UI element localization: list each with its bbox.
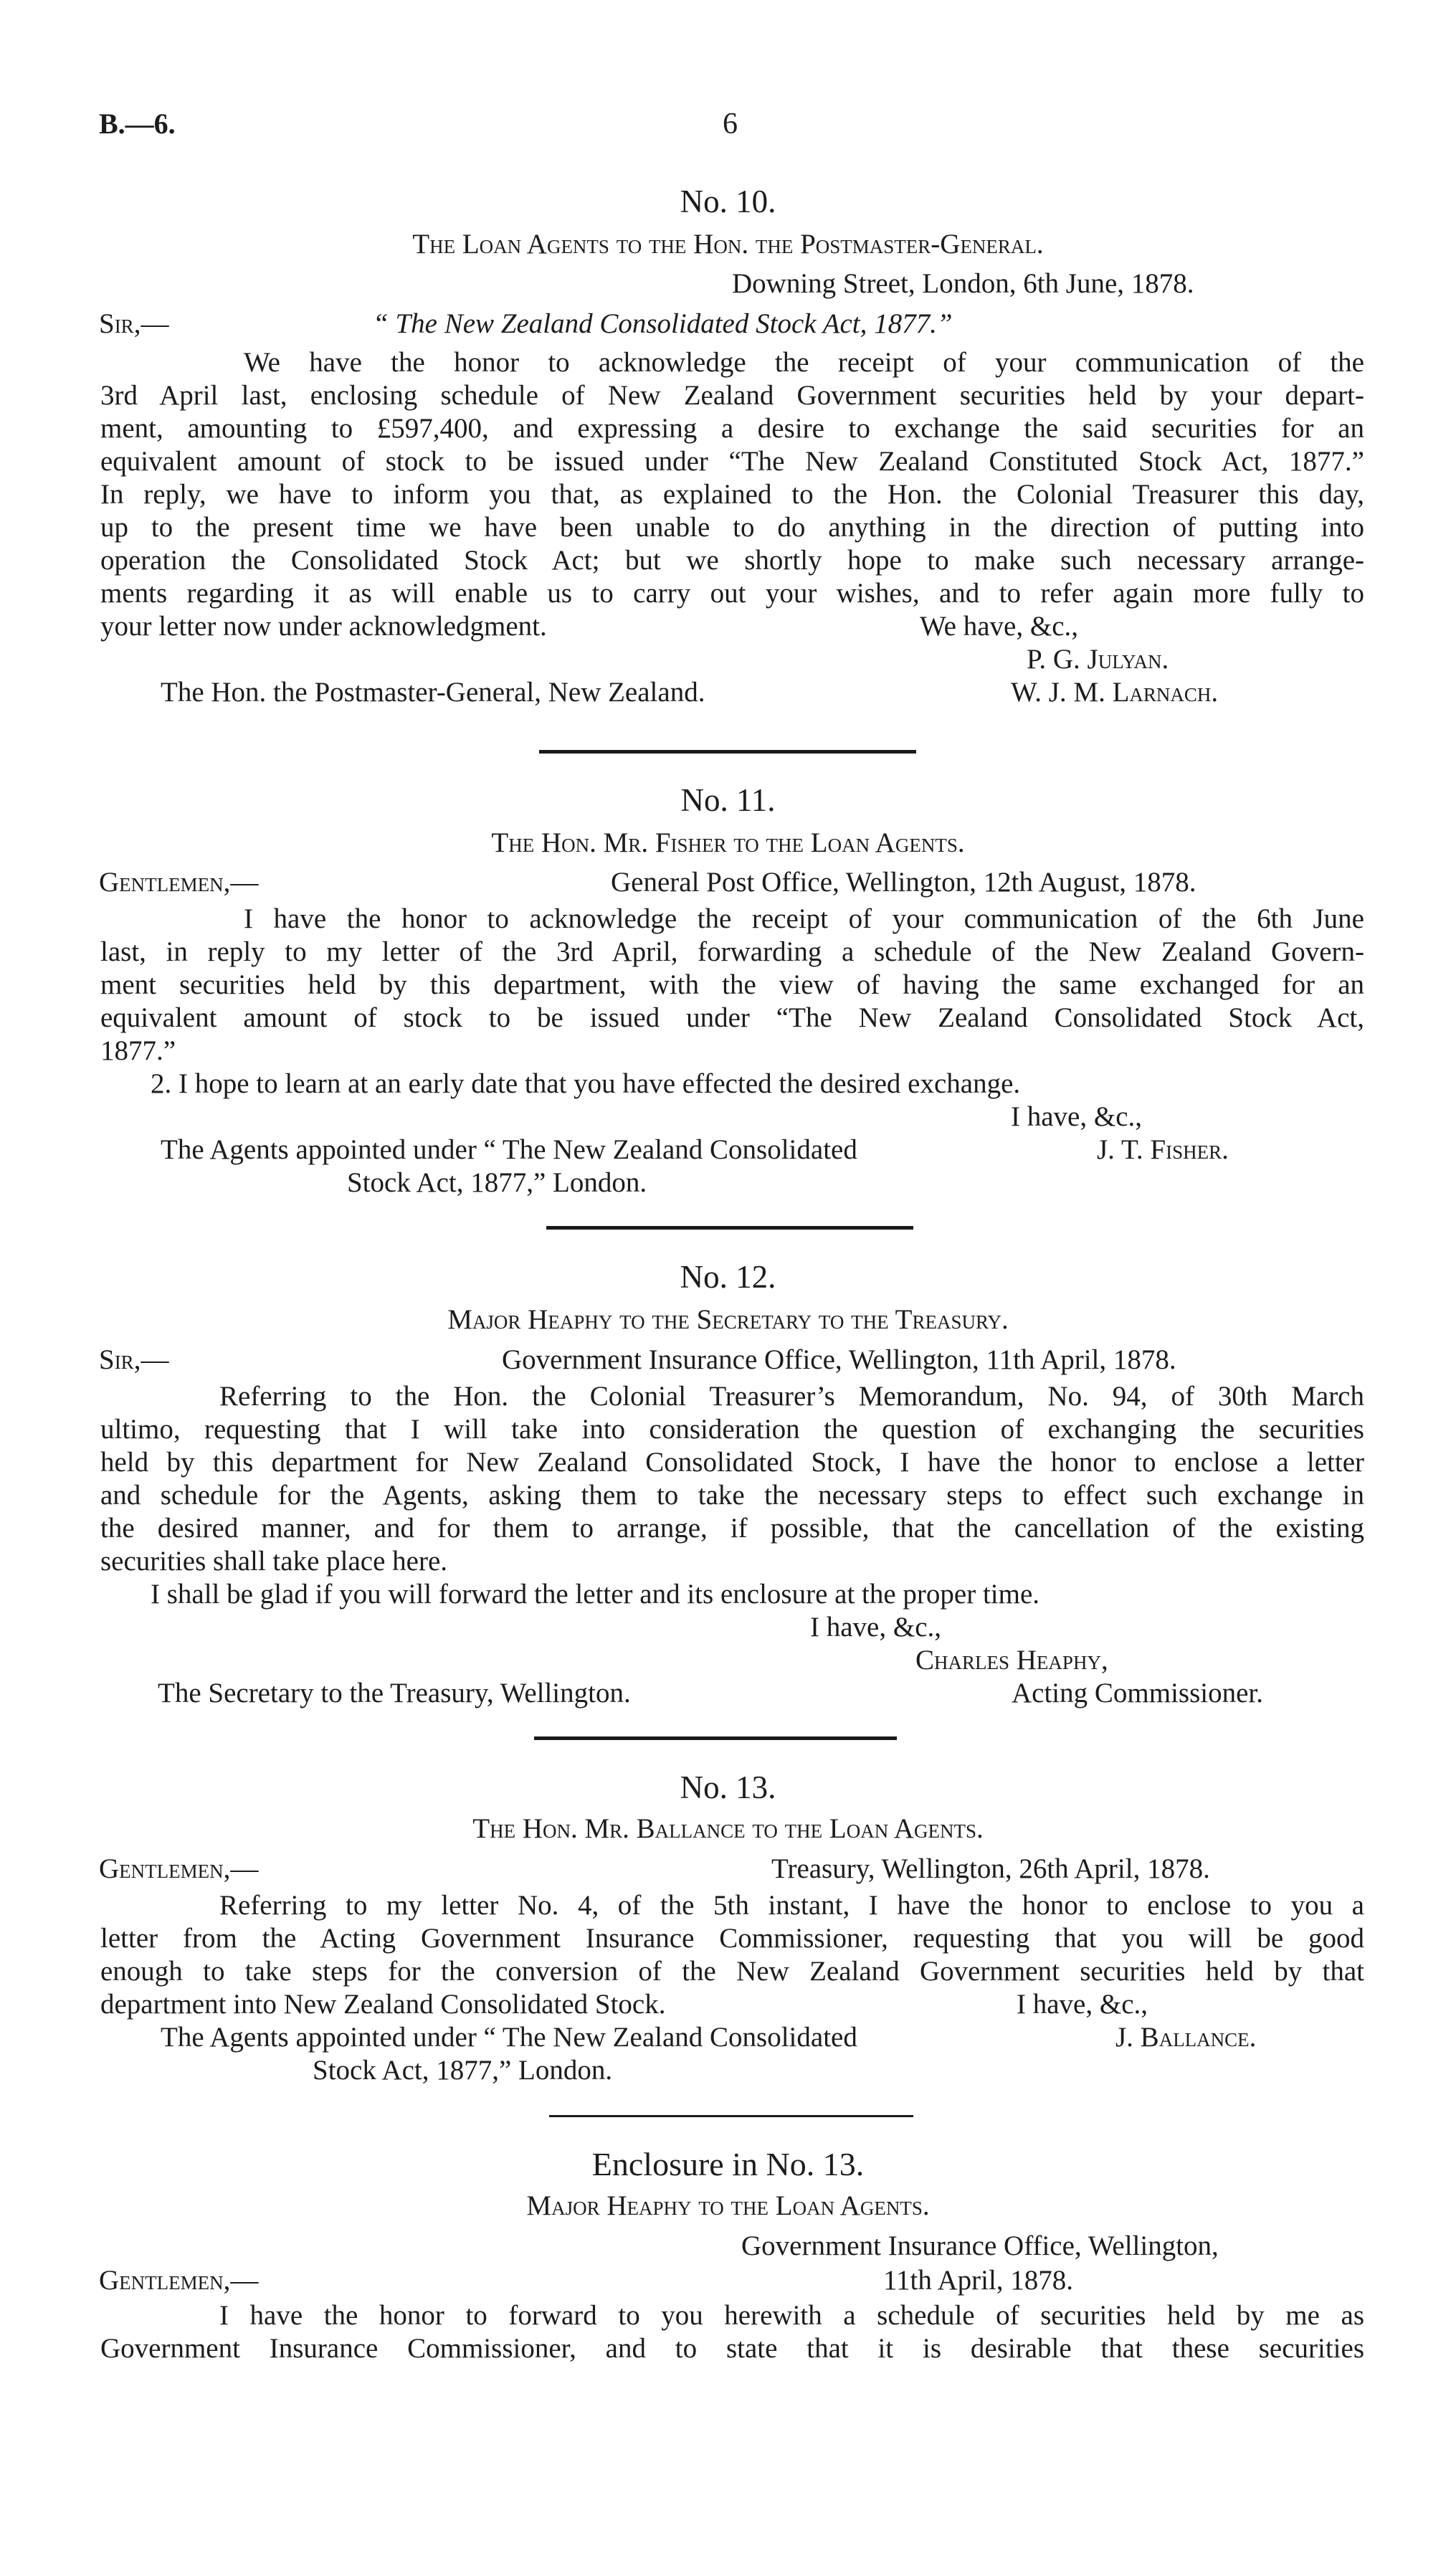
letter-signature: P. G. Julyan. [1027,644,1169,675]
body-line: enough to take steps for the conversion of the New Zealand Government securities held by that [100,1956,1364,1987]
body-line: I have the honor to acknowledge the receipt of your communication of the 6th June [244,903,1364,934]
letter-place-date: General Post Office, Wellington, 12th August, 1878. [611,867,1196,898]
letter-addressee: Stock Act, 1877,” London. [313,2055,613,2086]
enclosure-title: Enclosure in No. 13. [591,2146,865,2182]
section-divider [539,750,916,754]
body-line: We have the honor to acknowledge the receipt of your communication of the [244,347,1364,378]
body-line: I have the honor to forward to you herewith a schedule of securities held by me as [219,2300,1364,2331]
body-line: Referring to my letter No. 4, of the 5th instant, I have the honor to enclose to you a [219,1890,1364,1921]
body-line: ment securities held by this department, with the view of having the same exchanged for an [100,969,1364,1000]
letter-heading: The Loan Agents to the Hon. the Postmaster-General. [412,229,1044,260]
letter-number: No. 10. [680,184,776,219]
enclosure-place: Government Insurance Office, Wellington, [741,2230,1219,2261]
body-line: securities shall take place here. [100,1546,448,1577]
letter-heading: Major Heaphy to the Secretary to the Treasury. [447,1304,1009,1335]
letter-closing: I have, &c., [1017,1989,1148,2020]
body-line: I shall be glad if you will forward the letter and its enclosure at the proper time. [151,1579,1040,1610]
letter-number: No. 13. [680,1769,776,1805]
letter-heading: The Hon. Mr. Ballance to the Loan Agents. [472,1813,984,1844]
body-line: department into New Zealand Consolidated Stock. [100,1989,666,2020]
letter-closing: We have, &c., [920,611,1079,642]
letter-signature: J. Ballance. [1115,2022,1257,2053]
enclosure-date: 11th April, 1878. [883,2265,1074,2296]
body-line: letter from the Acting Government Insurance Commissioner, requesting that you will be good [100,1923,1364,1954]
section-divider [546,1226,913,1230]
letter-signature: Charles Heaphy, [915,1645,1108,1676]
body-line: ultimo, requesting that I will take into consideration the question of exchanging the securities [100,1414,1364,1445]
letter-signature: J. T. Fisher. [1097,1134,1229,1165]
body-line: 2. I hope to learn at an early date that you have effected the desired exchange. [151,1068,1021,1099]
letter-place-date: Downing Street, London, 6th June, 1878. [732,268,1194,299]
letter-closing: I have, &c., [810,1612,942,1643]
body-line: the desired manner, and for them to arrange, if possible, that the cancellation of the existing [100,1513,1364,1544]
letter-subject: “ The New Zealand Consolidated Stock Act, 1877.” [373,308,953,339]
section-divider [549,2115,913,2117]
body-line: In reply, we have to inform you that, as explained to the Hon. the Colonial Treasurer this day, [100,479,1364,510]
body-line: and schedule for the Agents, asking them to take the necessary steps to effect such exchange in [100,1480,1364,1511]
enclosure-heading: Major Heaphy to the Loan Agents. [526,2190,930,2221]
letter-number: No. 11. [680,782,776,818]
body-line: 3rd April last, enclosing schedule of New Zealand Government securities held by your depart- [100,380,1364,411]
body-line: operation the Consolidated Stock Act; but we shortly hope to make such necessary arrange- [100,545,1364,576]
body-line: equivalent amount of stock to be issued under “The New Zealand Constituted Stock Act, 1877.” [100,446,1364,477]
body-line: Government Insurance Commissioner, and to state that it is desirable that these securities [100,2333,1364,2364]
letter-addressee: The Secretary to the Treasury, Wellington. [158,1678,631,1709]
letter-addressee: The Agents appointed under “ The New Zealand Consolidated [161,1134,857,1165]
letter-addressee: The Agents appointed under “ The New Zealand Consolidated [161,2022,857,2053]
letter-salutation: Gentlemen,— [99,867,259,898]
section-divider [534,1736,897,1740]
body-line: 1877.” [100,1035,176,1066]
signatory-title: Acting Commissioner. [1012,1678,1263,1709]
letter-place-date: Treasury, Wellington, 26th April, 1878. [771,1853,1210,1884]
body-line: held by this department for New Zealand Consolidated Stock, I have the honor to enclose a letter [100,1447,1364,1478]
enclosure-salutation: Gentlemen,— [99,2265,259,2296]
body-line: your letter now under acknowledgment. [100,611,547,642]
letter-place-date: Government Insurance Office, Wellington, 11th April, 1878. [502,1344,1176,1375]
letter-salutation: Sir,— [99,1344,169,1375]
letter-number: No. 12. [680,1259,776,1295]
letter-closing: I have, &c., [1011,1101,1143,1132]
body-line: last, in reply to my letter of the 3rd April, forwarding a schedule of the New Zealand Govern- [100,936,1364,967]
document-reference: B.—6. [99,108,176,140]
letter-heading: The Hon. Mr. Fisher to the Loan Agents. [491,827,965,858]
body-line: ments regarding it as will enable us to carry out your wishes, and to refer again more fully to [100,578,1364,609]
letter-addressee: Stock Act, 1877,” London. [347,1167,647,1198]
letter-salutation: Sir,— [99,308,169,339]
body-line: Referring to the Hon. the Colonial Treasurer’s Memorandum, No. 94, of 30th March [219,1381,1364,1412]
body-line: up to the present time we have been unable to do anything in the direction of putting into [100,512,1364,543]
letter-signature: W. J. M. Larnach. [1011,677,1219,708]
body-line: equivalent amount of stock to be issued under “The New Zealand Consolidated Stock Act, [100,1002,1364,1033]
letter-addressee: The Hon. the Postmaster-General, New Zealand. [161,677,705,708]
letter-salutation: Gentlemen,— [99,1853,259,1884]
page-number: 6 [723,108,738,141]
body-line: ment, amounting to £597,400, and expressing a desire to exchange the said securities for an [100,413,1364,444]
